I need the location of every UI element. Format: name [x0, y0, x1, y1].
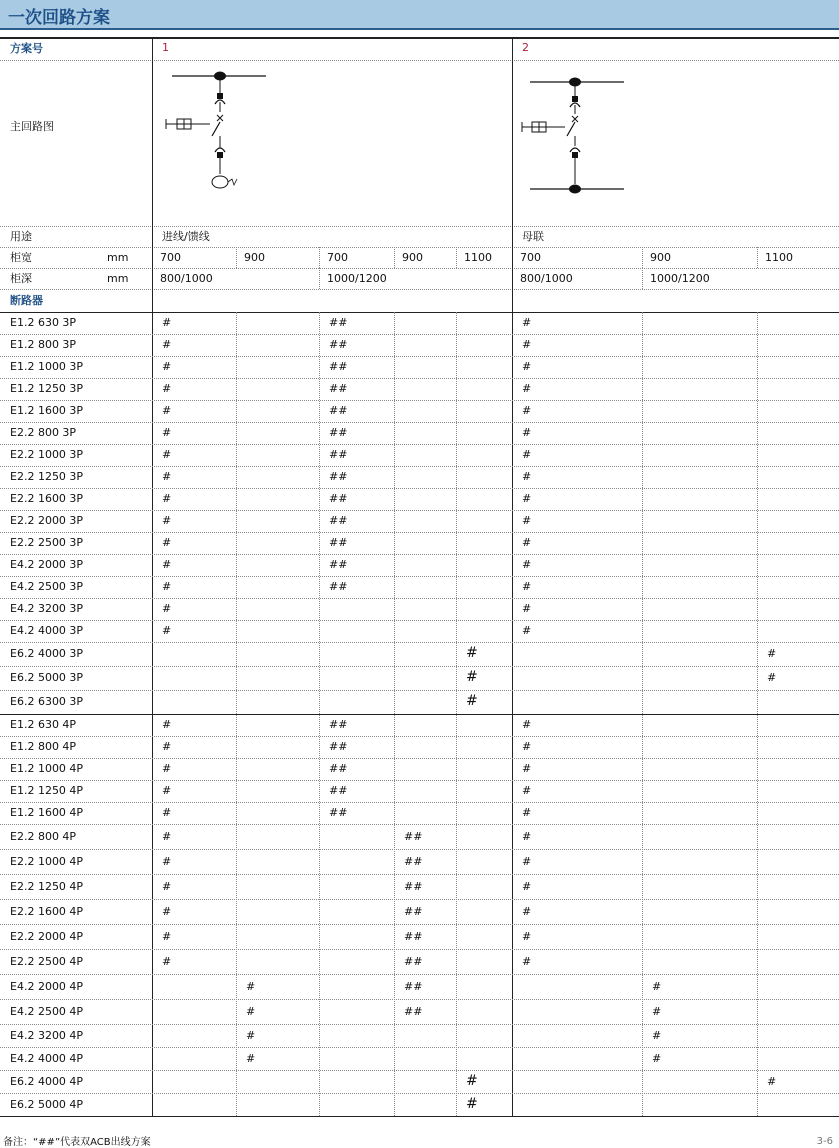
availability-mark: ## — [329, 316, 348, 329]
availability-mark: # — [767, 1075, 777, 1088]
breaker-model: E1.2 1250 4P — [10, 784, 84, 797]
availability-mark: # — [652, 1029, 662, 1042]
availability-mark: ## — [404, 830, 423, 843]
availability-mark: # — [522, 404, 532, 417]
availability-mark: # — [522, 930, 532, 943]
availability-mark: ## — [329, 470, 348, 483]
row-divider — [0, 780, 839, 781]
availability-mark: ## — [329, 580, 348, 593]
availability-mark: # — [522, 784, 532, 797]
availability-mark: # — [162, 784, 172, 797]
availability-mark: # — [162, 855, 172, 868]
row-divider — [0, 312, 839, 313]
availability-mark: # — [466, 670, 478, 684]
circuit-diagram-label: 主回路图 — [10, 120, 54, 133]
availability-mark: # — [522, 830, 532, 843]
row-divider — [0, 268, 839, 269]
availability-mark: # — [162, 718, 172, 731]
row-divider — [0, 488, 839, 489]
cabinet-width: 700 — [520, 251, 541, 264]
availability-mark: # — [162, 905, 172, 918]
cabinet-width: 700 — [327, 251, 348, 264]
availability-mark: # — [162, 602, 172, 615]
breaker-label: 断路器 — [10, 294, 43, 307]
availability-mark: # — [652, 980, 662, 993]
row-divider — [0, 1024, 839, 1025]
row-divider — [0, 620, 839, 621]
cabinet-width: 700 — [160, 251, 181, 264]
availability-mark: # — [522, 448, 532, 461]
page-number: 3-6 — [816, 1136, 833, 1147]
availability-mark: ## — [329, 718, 348, 731]
breaker-model: E6.2 5000 3P — [10, 671, 84, 684]
availability-mark: # — [246, 1052, 256, 1065]
availability-mark: # — [162, 762, 172, 775]
availability-mark: ## — [329, 426, 348, 439]
circuit-diagram-scheme-2-icon — [518, 70, 638, 200]
availability-mark: # — [522, 580, 532, 593]
row-divider — [0, 554, 839, 555]
breaker-model: E1.2 1000 3P — [10, 360, 84, 373]
depth-label: 柜深 — [10, 272, 32, 285]
column-divider — [319, 268, 320, 289]
availability-mark: # — [162, 470, 172, 483]
cabinet-width: 900 — [244, 251, 265, 264]
availability-mark: ## — [404, 980, 423, 993]
row-divider — [0, 899, 839, 900]
column-divider — [757, 247, 758, 268]
depth-unit: mm — [107, 272, 129, 285]
availability-mark: ## — [329, 404, 348, 417]
availability-mark: ## — [404, 1005, 423, 1018]
row-divider — [0, 824, 839, 825]
availability-mark: ## — [404, 905, 423, 918]
row-divider — [0, 974, 839, 975]
cabinet-depth: 800/1000 — [520, 272, 573, 285]
footnote: 备注：“##”代表双ACB出线方案 — [3, 1137, 151, 1148]
availability-mark: # — [162, 426, 172, 439]
row-divider — [0, 226, 839, 227]
availability-mark: # — [522, 718, 532, 731]
breaker-model: E2.2 2500 4P — [10, 955, 84, 968]
row-divider — [0, 642, 839, 643]
row-divider — [0, 400, 839, 401]
availability-mark: ## — [404, 955, 423, 968]
column-divider — [456, 247, 457, 268]
availability-mark: # — [162, 536, 172, 549]
width-unit: mm — [107, 251, 129, 264]
availability-mark: # — [162, 930, 172, 943]
availability-mark: # — [162, 360, 172, 373]
row-divider — [0, 736, 839, 737]
breaker-model: E1.2 1600 3P — [10, 404, 84, 417]
availability-mark: ## — [329, 514, 348, 527]
row-divider — [0, 924, 839, 925]
breaker-model: E2.2 1250 3P — [10, 470, 84, 483]
cabinet-depth: 1000/1200 — [650, 272, 710, 285]
breaker-model: E1.2 1250 3P — [10, 382, 84, 395]
availability-mark: ## — [404, 880, 423, 893]
scheme-number-label: 方案号 — [10, 42, 43, 55]
cabinet-depth: 800/1000 — [160, 272, 213, 285]
row-divider — [0, 849, 839, 850]
availability-mark: ## — [329, 740, 348, 753]
row-divider — [0, 378, 839, 379]
breaker-model: E6.2 4000 3P — [10, 647, 84, 660]
availability-mark: # — [652, 1052, 662, 1065]
breaker-model: E4.2 3200 4P — [10, 1029, 84, 1042]
availability-mark: # — [466, 1097, 478, 1111]
availability-mark: # — [522, 855, 532, 868]
cabinet-width: 900 — [402, 251, 423, 264]
availability-mark: # — [162, 624, 172, 637]
availability-mark: # — [162, 448, 172, 461]
availability-mark: # — [522, 558, 532, 571]
breaker-model: E4.2 2000 4P — [10, 980, 84, 993]
breaker-model: E2.2 2000 3P — [10, 514, 84, 527]
cabinet-depth: 1000/1200 — [327, 272, 387, 285]
availability-mark: # — [767, 671, 777, 684]
availability-mark: ## — [329, 492, 348, 505]
row-divider — [0, 466, 839, 467]
row-divider — [0, 1093, 839, 1094]
breaker-model: E4.2 2500 4P — [10, 1005, 84, 1018]
availability-mark: # — [522, 536, 532, 549]
row-divider — [0, 690, 839, 691]
row-divider — [0, 598, 839, 599]
availability-mark: # — [522, 806, 532, 819]
availability-mark: # — [522, 955, 532, 968]
width-label: 柜宽 — [10, 251, 32, 264]
scheme-usage: 母联 — [522, 230, 544, 243]
row-divider — [0, 1047, 839, 1048]
column-divider — [642, 247, 643, 268]
row-divider — [0, 802, 839, 803]
availability-mark: # — [246, 980, 256, 993]
availability-mark: # — [162, 316, 172, 329]
breaker-model: E2.2 800 3P — [10, 426, 77, 439]
row-divider — [0, 60, 839, 61]
availability-mark: # — [522, 382, 532, 395]
availability-mark: # — [522, 905, 532, 918]
availability-mark: # — [522, 338, 532, 351]
row-divider — [0, 289, 839, 290]
availability-mark: # — [522, 316, 532, 329]
row-divider — [0, 576, 839, 577]
circuit-diagram-scheme-1-icon — [160, 64, 280, 194]
breaker-model: E2.2 1600 4P — [10, 905, 84, 918]
row-divider — [0, 422, 839, 423]
row-divider — [0, 334, 839, 335]
availability-mark: ## — [329, 338, 348, 351]
cabinet-width: 1100 — [765, 251, 793, 264]
cabinet-width: 1100 — [464, 251, 492, 264]
breaker-model: E1.2 800 4P — [10, 740, 77, 753]
availability-mark: ## — [329, 448, 348, 461]
availability-mark: # — [162, 338, 172, 351]
row-divider — [0, 758, 839, 759]
availability-mark: ## — [329, 382, 348, 395]
availability-mark: ## — [329, 536, 348, 549]
availability-mark: # — [246, 1029, 256, 1042]
breaker-model: E1.2 1600 4P — [10, 806, 84, 819]
availability-mark: # — [246, 1005, 256, 1018]
availability-mark: # — [466, 646, 478, 660]
row-divider — [0, 714, 839, 715]
availability-mark: # — [466, 694, 478, 708]
availability-mark: # — [522, 426, 532, 439]
availability-mark: # — [522, 470, 532, 483]
availability-mark: # — [522, 762, 532, 775]
availability-mark: # — [652, 1005, 662, 1018]
availability-mark: ## — [404, 855, 423, 868]
column-divider — [394, 247, 395, 268]
availability-mark: ## — [329, 784, 348, 797]
availability-mark: # — [162, 880, 172, 893]
breaker-model: E4.2 2500 3P — [10, 580, 84, 593]
availability-mark: # — [162, 740, 172, 753]
breaker-model: E6.2 4000 4P — [10, 1075, 84, 1088]
column-divider — [319, 247, 320, 268]
row-divider — [0, 510, 839, 511]
column-divider — [642, 268, 643, 289]
availability-mark: ## — [329, 762, 348, 775]
breaker-model: E1.2 1000 4P — [10, 762, 84, 775]
breaker-model: E4.2 4000 3P — [10, 624, 84, 637]
row-divider — [0, 666, 839, 667]
usage-label: 用途 — [10, 230, 32, 243]
breaker-model: E2.2 1600 3P — [10, 492, 84, 505]
availability-mark: # — [162, 558, 172, 571]
availability-mark: # — [162, 955, 172, 968]
breaker-model: E2.2 1000 3P — [10, 448, 84, 461]
availability-mark: ## — [329, 558, 348, 571]
availability-mark: # — [522, 602, 532, 615]
row-divider — [0, 356, 839, 357]
availability-mark: # — [162, 830, 172, 843]
breaker-model: E2.2 1000 4P — [10, 855, 84, 868]
scheme-number: 2 — [522, 41, 529, 54]
breaker-model: E2.2 2000 4P — [10, 930, 84, 943]
row-divider — [0, 1116, 839, 1117]
availability-mark: # — [162, 382, 172, 395]
row-divider — [0, 37, 839, 39]
availability-mark: # — [522, 880, 532, 893]
availability-mark: # — [466, 1074, 478, 1088]
breaker-model: E6.2 6300 3P — [10, 695, 84, 708]
scheme-number: 1 — [162, 41, 169, 54]
breaker-model: E4.2 2000 3P — [10, 558, 84, 571]
cabinet-width: 900 — [650, 251, 671, 264]
breaker-model: E6.2 5000 4P — [10, 1098, 84, 1111]
breaker-model: E2.2 800 4P — [10, 830, 77, 843]
page-title: 一次回路方案 — [8, 8, 110, 28]
row-divider — [0, 1070, 839, 1071]
availability-mark: # — [522, 492, 532, 505]
breaker-model: E1.2 630 3P — [10, 316, 77, 329]
availability-mark: # — [522, 360, 532, 373]
row-divider — [0, 444, 839, 445]
availability-mark: # — [522, 740, 532, 753]
availability-mark: # — [522, 514, 532, 527]
row-divider — [0, 874, 839, 875]
breaker-model: E2.2 1250 4P — [10, 880, 84, 893]
row-divider — [0, 949, 839, 950]
availability-mark: ## — [329, 806, 348, 819]
availability-mark: # — [162, 492, 172, 505]
breaker-model: E4.2 3200 3P — [10, 602, 84, 615]
availability-mark: # — [162, 806, 172, 819]
breaker-model: E1.2 630 4P — [10, 718, 77, 731]
row-divider — [0, 999, 839, 1000]
breaker-model: E2.2 2500 3P — [10, 536, 84, 549]
row-divider — [0, 247, 839, 248]
scheme-usage: 进线/馈线 — [162, 230, 210, 243]
column-divider — [236, 247, 237, 268]
availability-mark: # — [522, 624, 532, 637]
breaker-model: E1.2 800 3P — [10, 338, 77, 351]
availability-mark: # — [162, 404, 172, 417]
availability-mark: # — [767, 647, 777, 660]
availability-mark: # — [162, 514, 172, 527]
availability-mark: ## — [404, 930, 423, 943]
row-divider — [0, 532, 839, 533]
breaker-model: E4.2 4000 4P — [10, 1052, 84, 1065]
availability-mark: ## — [329, 360, 348, 373]
availability-mark: # — [162, 580, 172, 593]
